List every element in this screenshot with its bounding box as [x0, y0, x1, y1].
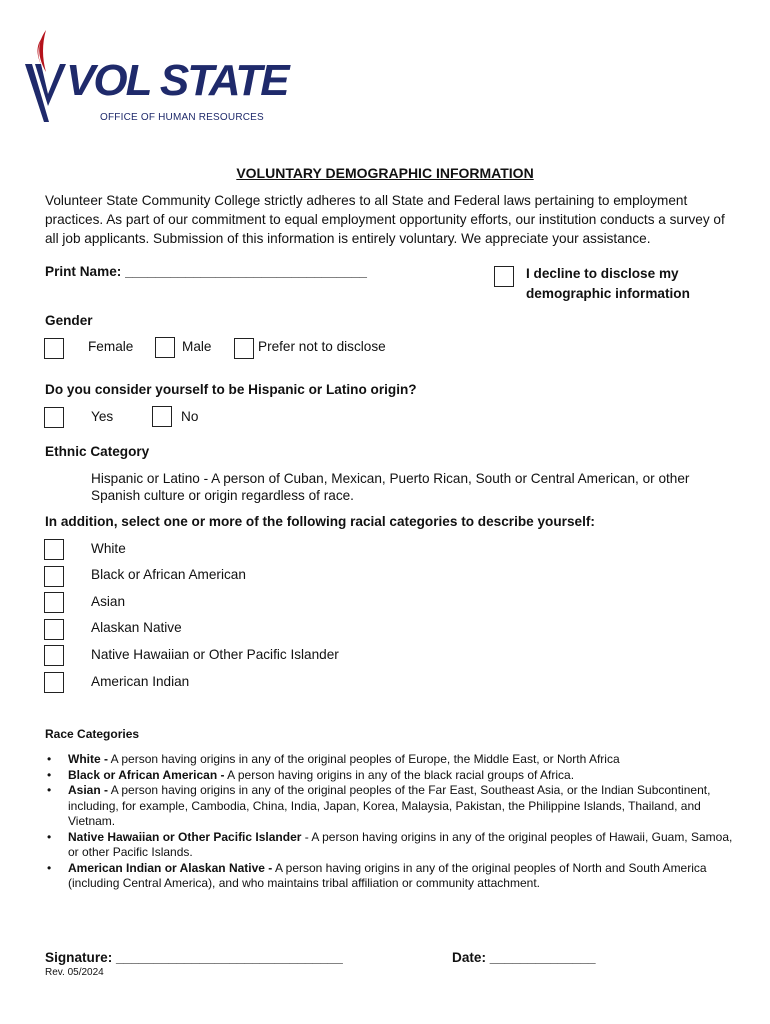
race-categories-list [45, 752, 735, 892]
race-term: White - [68, 752, 108, 766]
racial-instruction: In addition, select one or more of the following racial categories to describe yourself: [45, 514, 595, 529]
gender-female-label: Female [88, 339, 134, 354]
decline-label: I decline to disclose my demographic information [526, 266, 690, 301]
race-definition: - A person having origins in any of the original peoples of Hawaii, Guam, Samoa, or other Pacific Islands. [68, 829, 733, 859]
bullet: • [47, 783, 52, 797]
race-black-checkbox[interactable] [44, 566, 64, 587]
race-categories-heading: Race Categories [45, 727, 140, 741]
race-category-item [45, 783, 735, 830]
logo-subtitle: OFFICE OF HUMAN RESOURCES [100, 112, 264, 123]
race-term: Black or African American - [68, 767, 225, 782]
race-black-label: Black or African American [91, 567, 246, 582]
bullet: • [47, 860, 52, 875]
ethnic-heading: Ethnic Category [45, 444, 150, 459]
race-definition: A person having origins in any of the original peoples of North and South America (including Central America), and who maintains tribal affiliation or community attachment. [68, 860, 707, 890]
form-title: VOLUNTARY DEMOGRAPHIC INFORMATION [236, 165, 534, 181]
race-american-indian-checkbox[interactable] [44, 672, 64, 693]
gender-male-checkbox[interactable] [155, 337, 175, 358]
hispanic-question: Do you consider yourself to be Hispanic or Latino origin? [45, 382, 417, 397]
date-field[interactable]: Date: ______________ [452, 950, 596, 965]
race-definition: A person having origins in any of the original peoples of Europe, the Middle East, or North Africa [108, 752, 620, 766]
signature-field[interactable]: Signature: ______________________________ [45, 950, 343, 965]
race-asian-label: Asian [91, 594, 126, 609]
ethnic-description: Hispanic or Latino - A person of Cuban, Mexican, Puerto Rican, South or Central American, or other Spanish culture or origin regardless of race. [91, 471, 690, 503]
bullet: • [47, 767, 52, 782]
race-hawaiian-checkbox[interactable] [44, 645, 64, 666]
race-alaskan-label: Alaskan Native [91, 620, 182, 635]
race-american-indian-label: American Indian [91, 674, 190, 689]
vol-state-logo [22, 26, 288, 126]
race-term: Asian - [68, 783, 109, 797]
race-definition: A person having origins in any of the black racial groups of Africa. [224, 767, 575, 782]
race-alaskan-checkbox[interactable] [44, 619, 64, 640]
gender-prefer-not-checkbox[interactable] [234, 338, 254, 359]
race-category-item [45, 768, 735, 784]
race-white-checkbox[interactable] [44, 539, 64, 560]
print-name-field[interactable]: Print Name: ________________________________ [45, 264, 367, 279]
race-white-label: White [91, 541, 126, 556]
gender-prefer-not-label: Prefer not to disclose [258, 339, 386, 354]
race-asian-checkbox[interactable] [44, 592, 64, 613]
hispanic-no-label: No [181, 409, 199, 424]
gender-male-label: Male [182, 339, 212, 354]
bullet: • [47, 752, 52, 766]
revision-note: Rev. 05/2024 [45, 967, 104, 978]
race-term: Native Hawaiian or Other Pacific Islander [68, 829, 302, 844]
hispanic-no-checkbox[interactable] [152, 406, 172, 427]
race-term: American Indian or Alaskan Native - [68, 860, 273, 875]
race-category-item [45, 830, 735, 861]
intro-paragraph: Volunteer State Community College strictly adheres to all State and Federal laws pertaining to employment practices. As part of our commitment to equal employment opportunity efforts, our institution conducts a survey of all job applicants. Submission of this information is entirely voluntary. We appreciate your assistance. [45, 193, 725, 246]
hispanic-yes-checkbox[interactable] [44, 407, 64, 428]
gender-heading: Gender [45, 313, 93, 328]
race-category-item [45, 752, 735, 768]
decline-checkbox[interactable] [494, 266, 514, 287]
race-category-item [45, 861, 735, 892]
hispanic-yes-label: Yes [91, 409, 114, 424]
logo-wordmark: VOL STATE [66, 56, 288, 105]
bullet: • [47, 829, 52, 844]
race-definition: A person having origins in any of the original peoples of the Far East, Southeast Asia, or the Indian Subcontinent, including, for example, Cambodia, China, India, Japan, Korea, Malaysia, Pakistan, the Philippine Islands, Thailand, and Vietnam. [68, 783, 711, 828]
gender-female-checkbox[interactable] [44, 338, 64, 359]
race-hawaiian-label: Native Hawaiian or Other Pacific Islander [91, 647, 339, 662]
